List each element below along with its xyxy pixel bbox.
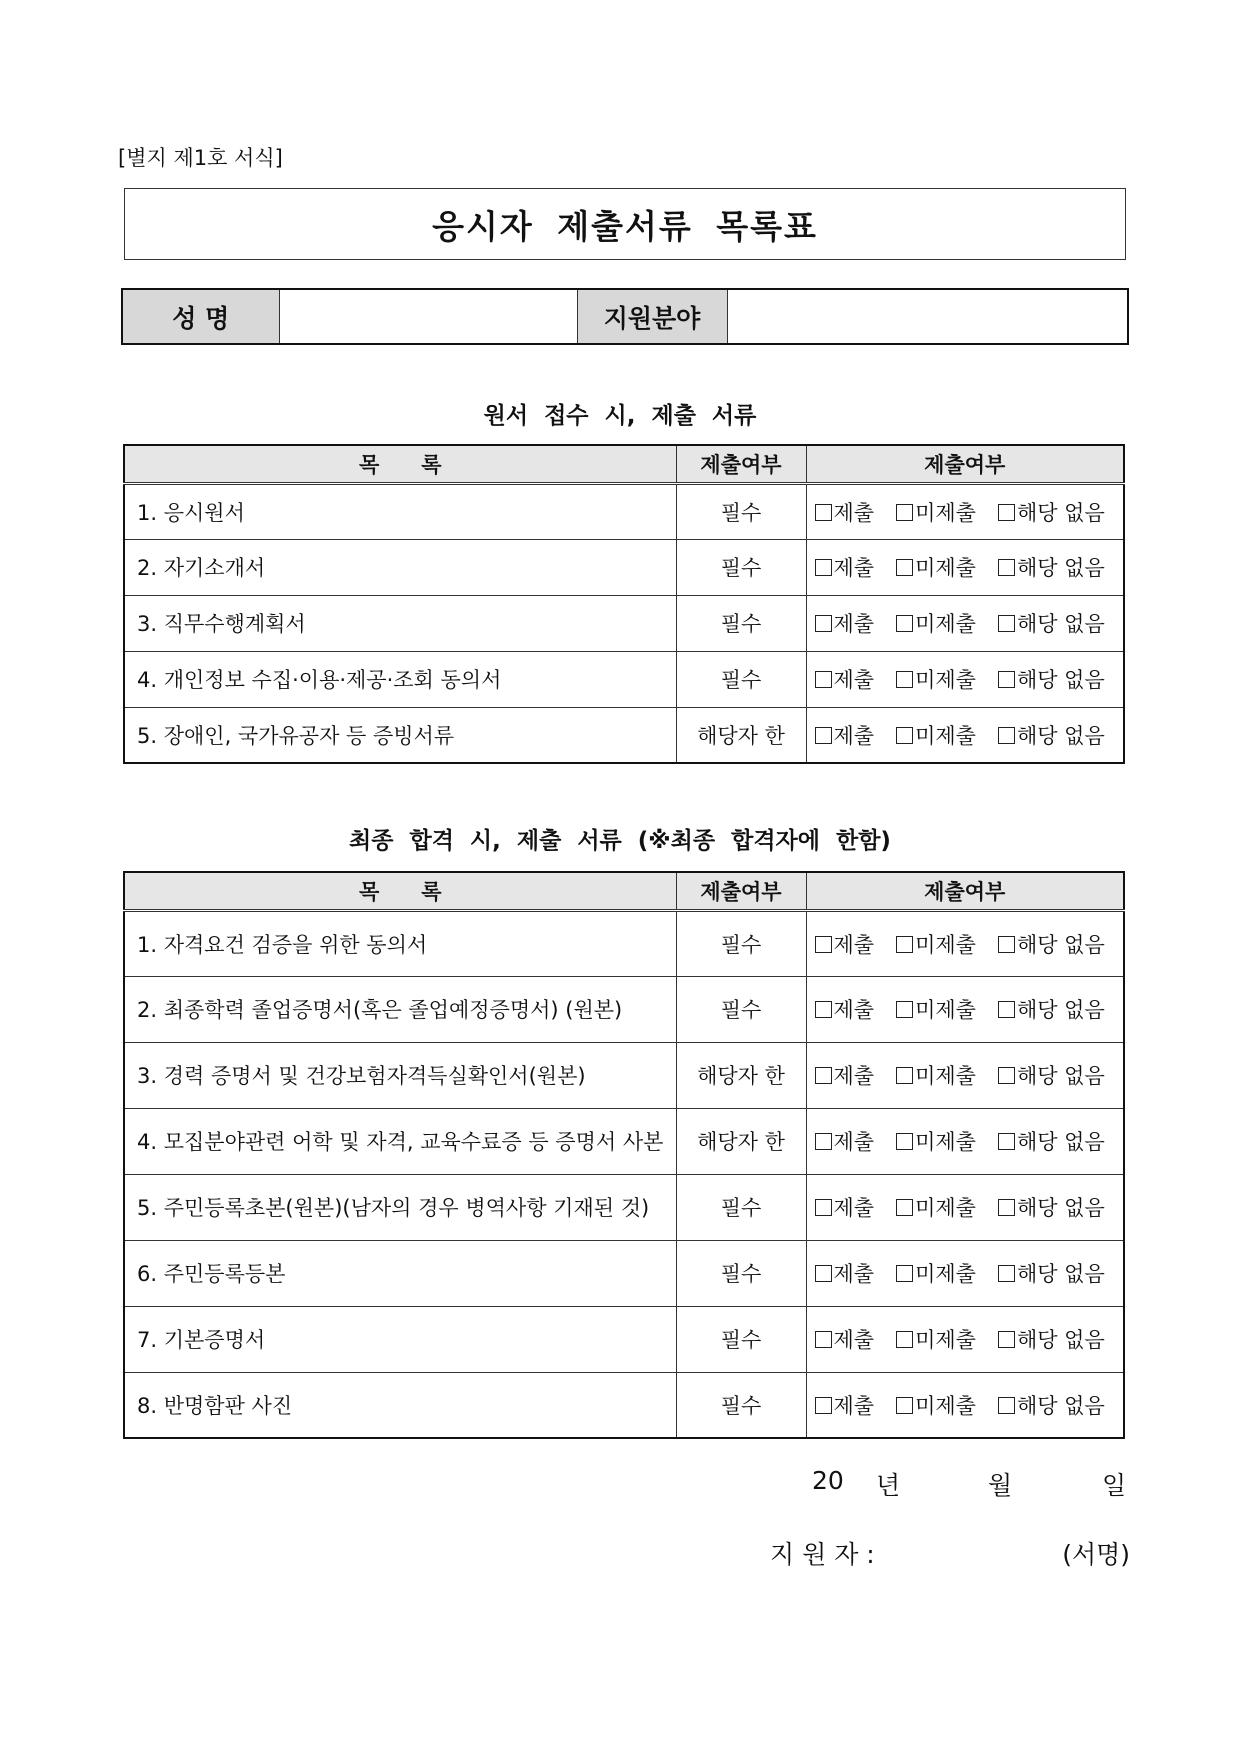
checkbox-icon[interactable] [815,1001,832,1018]
option-label: 해당 없음 [1016,1393,1105,1418]
checkbox-icon[interactable] [896,671,913,688]
submission-options [806,910,1124,976]
option-not-applicable[interactable] [998,612,1105,636]
option-not-applicable[interactable] [998,1196,1105,1220]
submission-options [806,707,1124,763]
option-not-submitted[interactable] [896,724,976,748]
document-name: 1. 응시원서 [124,483,676,539]
name-field[interactable] [279,289,577,344]
header-status: 제출여부 [806,445,1124,483]
table-row [124,1108,1124,1174]
option-not-submitted[interactable] [896,1328,976,1352]
table-row [124,1306,1124,1372]
checkbox-icon[interactable] [896,936,913,953]
option-not-applicable[interactable] [998,1328,1105,1352]
option-submitted[interactable] [815,1262,875,1286]
header-required: 제출여부 [676,872,806,910]
option-label: 해당 없음 [1016,932,1105,957]
option-not-applicable[interactable] [998,998,1105,1022]
table-row [124,976,1124,1042]
checkbox-icon[interactable] [815,504,832,521]
option-not-applicable[interactable] [998,1064,1105,1088]
document-name: 3. 직무수행계획서 [124,595,676,651]
option-label: 해당 없음 [1016,1130,1105,1154]
submission-options [806,1108,1124,1174]
option-not-applicable[interactable] [998,724,1105,748]
field-label: 지원분야 [577,289,727,344]
header-list: 목 록 [124,872,676,910]
option-not-applicable[interactable] [998,1130,1105,1154]
required-status: 필수 [676,1372,806,1438]
applicant-info-table [121,288,1129,345]
section1-title: 원서 접수 시, 제출 서류 [483,403,757,429]
option-not-submitted[interactable] [896,998,976,1022]
option-label: 미제출 [915,723,976,748]
option-not-submitted[interactable] [896,501,976,525]
date-day: 일 [1102,1471,1127,1500]
option-label: 미제출 [915,668,976,692]
option-not-applicable[interactable] [998,1262,1105,1286]
option-label: 미제출 [915,1196,976,1220]
document-name: 5. 장애인, 국가유공자 등 증빙서류 [124,707,676,763]
checkbox-icon[interactable] [998,1133,1015,1150]
option-submitted[interactable] [815,724,875,748]
option-not-submitted[interactable] [896,1064,976,1088]
required-status: 필수 [676,483,806,539]
option-label: 미제출 [915,500,976,525]
checkbox-icon[interactable] [815,1133,832,1150]
option-not-submitted[interactable] [896,668,976,692]
option-label: 해당 없음 [1016,998,1105,1022]
option-label: 미제출 [915,932,976,957]
checkbox-icon[interactable] [896,1397,913,1414]
checkbox-icon[interactable] [815,1067,832,1084]
option-label: 제출 [833,998,875,1022]
checkbox-icon[interactable] [896,1199,913,1216]
required-status: 해당자 한 [676,1042,806,1108]
application-documents-table [123,444,1125,764]
checkbox-icon[interactable] [896,1067,913,1084]
table-row [124,1042,1124,1108]
option-submitted[interactable] [815,668,875,692]
option-label: 미제출 [915,998,976,1022]
field-value[interactable] [727,289,1128,344]
submission-options [806,1306,1124,1372]
option-label: 미제출 [915,1393,976,1418]
name-label: 성 명 [122,289,279,344]
date-year-prefix: 20 [812,1466,844,1495]
submission-options [806,1372,1124,1438]
header-status: 제출여부 [806,872,1124,910]
table-row [124,539,1124,595]
checkbox-icon[interactable] [998,1067,1015,1084]
form-number-label: [별지 제1호 서식] [118,146,283,170]
checkbox-icon[interactable] [815,559,832,576]
table-row [124,1372,1124,1438]
submission-options [806,651,1124,707]
option-submitted[interactable] [815,998,875,1022]
checkbox-icon[interactable] [815,1199,832,1216]
header-list: 목 록 [124,445,676,483]
option-not-submitted[interactable] [896,1130,976,1154]
option-label: 제출 [833,1196,875,1220]
checkbox-icon[interactable] [815,727,832,744]
checkbox-icon[interactable] [896,1133,913,1150]
checkbox-icon[interactable] [998,671,1015,688]
checkbox-icon[interactable] [998,1397,1015,1414]
option-submitted[interactable] [815,556,875,580]
checkbox-icon[interactable] [998,615,1015,632]
option-label: 해당 없음 [1016,668,1105,692]
option-label: 해당 없음 [1016,1196,1105,1220]
checkbox-icon[interactable] [896,1265,913,1282]
document-name: 1. 자격요건 검증을 위한 동의서 [124,910,676,976]
required-status: 필수 [676,1306,806,1372]
option-label: 제출 [833,1262,875,1286]
document-name: 2. 자기소개서 [124,539,676,595]
option-label: 미제출 [915,1064,976,1088]
required-status: 필수 [676,976,806,1042]
required-status: 필수 [676,1240,806,1306]
table-row [124,483,1124,539]
option-submitted[interactable] [815,501,875,525]
option-submitted[interactable] [815,1196,875,1220]
required-status: 해당자 한 [676,707,806,763]
checkbox-icon[interactable] [998,504,1015,521]
checkbox-icon[interactable] [896,504,913,521]
document-name: 8. 반명함판 사진 [124,1372,676,1438]
document-name: 4. 개인정보 수집·이용·제공·조회 동의서 [124,651,676,707]
checkbox-icon[interactable] [896,1331,913,1348]
checkbox-icon[interactable] [998,559,1015,576]
option-submitted[interactable] [815,1130,875,1154]
required-status: 필수 [676,1174,806,1240]
table-row [124,595,1124,651]
document-name: 3. 경력 증명서 및 건강보험자격득실확인서(원본) [124,1042,676,1108]
checkbox-icon[interactable] [998,1331,1015,1348]
required-status: 필수 [676,539,806,595]
checkbox-icon[interactable] [998,1265,1015,1282]
checkbox-icon[interactable] [998,1001,1015,1018]
checkbox-icon[interactable] [896,615,913,632]
option-not-applicable[interactable] [998,933,1105,957]
checkbox-icon[interactable] [998,727,1015,744]
header-required: 제출여부 [676,445,806,483]
submission-options [806,1174,1124,1240]
option-not-submitted[interactable] [896,612,976,636]
option-label: 제출 [833,1130,875,1154]
option-not-submitted[interactable] [896,933,976,957]
option-label: 제출 [833,500,875,525]
document-name: 5. 주민등록초본(원본)(남자의 경우 병역사항 기재된 것) [124,1174,676,1240]
document-name: 4. 모집분야관련 어학 및 자격, 교육수료증 등 증명서 사본 [124,1108,676,1174]
option-label: 제출 [833,932,875,957]
option-label: 제출 [833,612,875,636]
table-row [124,1240,1124,1306]
table-row [124,910,1124,976]
checkbox-icon[interactable] [815,1265,832,1282]
submission-options [806,539,1124,595]
option-label: 제출 [833,556,875,580]
submission-options [806,595,1124,651]
option-label: 미제출 [915,1328,976,1352]
option-not-submitted[interactable] [896,1262,976,1286]
option-not-applicable[interactable] [998,668,1105,692]
document-name: 2. 최종학력 졸업증명서(혹은 졸업예정증명서) (원본) [124,976,676,1042]
option-not-submitted[interactable] [896,1196,976,1220]
option-label: 제출 [833,1064,875,1088]
option-label: 해당 없음 [1016,1262,1105,1286]
option-not-submitted[interactable] [896,1394,976,1418]
signature-seal: (서명) [1062,1540,1130,1569]
option-label: 미제출 [915,1262,976,1286]
option-label: 제출 [833,1393,875,1418]
option-not-applicable[interactable] [998,1394,1105,1418]
option-label: 해당 없음 [1016,500,1105,525]
option-label: 해당 없음 [1016,1328,1105,1352]
document-name: 7. 기본증명서 [124,1306,676,1372]
checkbox-icon[interactable] [998,1199,1015,1216]
date-year: 년 [876,1471,901,1500]
option-label: 제출 [833,1328,875,1352]
checkbox-icon[interactable] [815,671,832,688]
checkbox-icon[interactable] [815,936,832,953]
option-submitted[interactable] [815,1394,875,1418]
date-month: 월 [988,1471,1013,1500]
option-label: 해당 없음 [1016,1064,1105,1088]
checkbox-icon[interactable] [815,615,832,632]
option-submitted[interactable] [815,612,875,636]
checkbox-icon[interactable] [896,559,913,576]
option-not-applicable[interactable] [998,556,1105,580]
document-name: 6. 주민등록등본 [124,1240,676,1306]
submission-options [806,976,1124,1042]
option-submitted[interactable] [815,1064,875,1088]
applicant-label: 지 원 자 : [770,1540,875,1569]
option-not-applicable[interactable] [998,501,1105,525]
option-label: 미제출 [915,612,976,636]
required-status: 필수 [676,910,806,976]
option-label: 해당 없음 [1016,723,1105,748]
option-label: 해당 없음 [1016,556,1105,580]
option-label: 해당 없음 [1016,612,1105,636]
option-submitted[interactable] [815,933,875,957]
option-label: 제출 [833,668,875,692]
checkbox-icon[interactable] [896,1001,913,1018]
required-status: 해당자 한 [676,1108,806,1174]
submission-options [806,483,1124,539]
section2-title: 최종 합격 시, 제출 서류 (※최종 합격자에 한함) [349,828,891,854]
option-label: 제출 [833,723,875,748]
table-row [124,1174,1124,1240]
option-submitted[interactable] [815,1328,875,1352]
checkbox-icon[interactable] [998,936,1015,953]
submission-options [806,1042,1124,1108]
document-title: 응시자 제출서류 목록표 [124,188,1126,260]
checkbox-icon[interactable] [815,1331,832,1348]
table-row [124,651,1124,707]
final-documents-table [123,871,1125,1439]
option-not-submitted[interactable] [896,556,976,580]
required-status: 필수 [676,651,806,707]
option-label: 미제출 [915,556,976,580]
option-label: 미제출 [915,1130,976,1154]
checkbox-icon[interactable] [815,1397,832,1414]
checkbox-icon[interactable] [896,727,913,744]
submission-options [806,1240,1124,1306]
table-row [124,707,1124,763]
required-status: 필수 [676,595,806,651]
